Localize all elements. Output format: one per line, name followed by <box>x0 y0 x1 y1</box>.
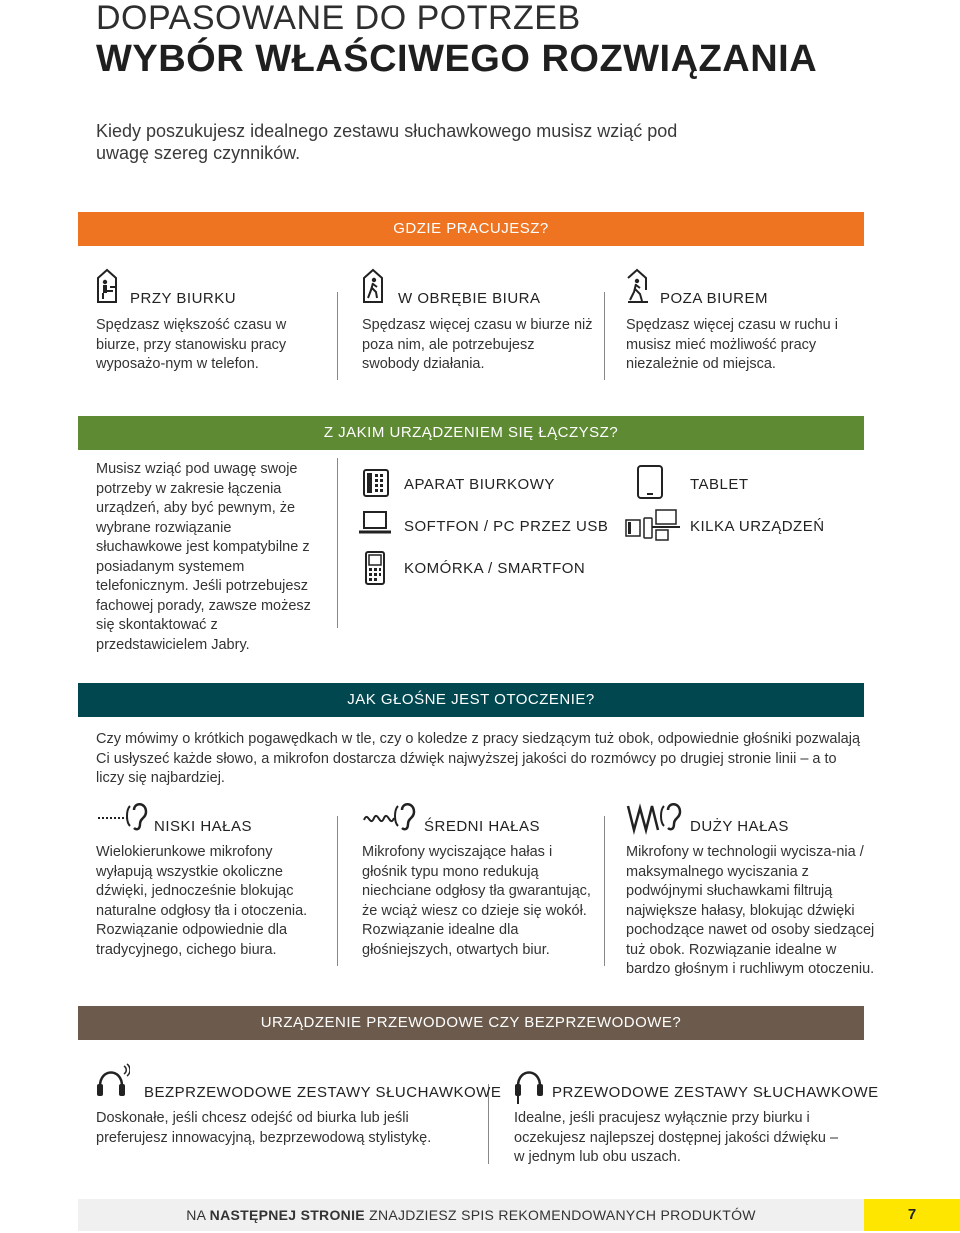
desk-phone-icon <box>362 468 390 498</box>
conn-title-wireless: BEZPRZEWODOWE ZESTAWY SŁUCHAWKOWE <box>144 1084 502 1101</box>
medium-noise-icon <box>362 798 416 838</box>
laptop-icon <box>358 510 392 536</box>
noise-title-high: DUŻY HAŁAS <box>690 818 789 835</box>
conn-text-wireless: Doskonałe, jeśli chcesz odejść od biurka lub jeśli preferujesz innowacyjną, bezprzewodową stylistykę. <box>96 1110 432 1146</box>
section-bar-device: Z JAKIM URZĄDZENIEM SIĘ ŁĄCZYSZ? <box>78 416 864 450</box>
conn-text-corded: Idealne, jeśli pracujesz wyłącznie przy biurku i oczekujesz najlepszej dostępnej jakości dźwięku – w jednym lub obu uszach. <box>514 1110 839 1165</box>
page-number: 7 <box>864 1199 960 1231</box>
low-noise-icon <box>96 798 148 838</box>
device-info-text: Musisz wziąć pod uwagę swoje potrzeby w zakresie łączenia urządzeń, aby być pewnym, że wybrane rozwiązanie słuchawkowe jest kompatybilne z posiadanym systemem telefonicznym. Jeśli potrzebujesz fachowej porady, zawsze możesz się skontaktować z przedstawicielem Jabry. <box>96 461 311 653</box>
noise-text-high: Mikrofony w technologii wycisza-nia / maksymalnego wyciszania z podwójnymi słuchawkami filtrują największe hałasy, blokując dźwięki pochodzące nawet od osoby siedzącej tuż obok. Rozwiązanie idealne w bardzo głośnym i ruchliwym otoczeniu. <box>626 844 875 977</box>
walking-office-icon <box>362 268 384 304</box>
multiple-devices-icon <box>624 506 682 542</box>
footer-post: ZNAJDZIESZ SPIS REKOMENDOWANYCH PRODUKTÓW <box>364 1207 756 1223</box>
wireless-headset-icon <box>96 1062 130 1106</box>
footer-note <box>78 1199 864 1231</box>
high-noise-icon <box>626 798 682 838</box>
noise-text-medium: Mikrofony wyciszające hałas i głośnik typu mono redukują niechciane odgłosy tła gwarantując, że wciąż wiesz co dzieje się wokół. Rozwiązanie idealne dla głośniejszych, otwartych biur. <box>362 844 591 958</box>
noise-title-medium: ŚREDNI HAŁAS <box>424 818 541 835</box>
footer-bold: NASTĘPNEJ STRONIE <box>209 1207 365 1223</box>
device-label-tablet: TABLET <box>690 476 749 493</box>
section-bar-noise: JAK GŁOŚNE JEST OTOCZENIE? <box>78 683 864 717</box>
device-label-multiple: KILKA URZĄDZEŃ <box>690 518 825 535</box>
conn-title-corded: PRZEWODOWE ZESTAWY SŁUCHAWKOWE <box>552 1084 879 1101</box>
divider <box>337 292 338 380</box>
mobile-phone-icon <box>364 550 386 586</box>
corded-headset-icon <box>514 1062 544 1106</box>
col-title-office: W OBRĘBIE BIURA <box>398 290 541 307</box>
page-title: WYBÓR WŁAŚCIWEGO ROZWIĄZANIA <box>96 38 818 80</box>
divider <box>337 458 338 628</box>
device-label-deskphone: APARAT BIURKOWY <box>404 476 555 493</box>
col-title-desk: PRZY BIURKU <box>130 290 237 307</box>
divider <box>337 816 338 966</box>
footer-pre: NA <box>186 1207 210 1223</box>
device-label-softphone: SOFTFON / PC PRZEZ USB <box>404 518 609 535</box>
page-supertitle: DOPASOWANE DO POTRZEB <box>96 0 581 37</box>
noise-text-low: Wielokierunkowe mikrofony wyłapują wszystkie okoliczne dźwięki, jednocześnie blokując naturalne odgłosy tła i otoczenia. Rozwiązanie odpowiednie dla tradycyjnego, cichego biura. <box>96 844 308 958</box>
divider <box>604 292 605 380</box>
device-label-mobile: KOMÓRKA / SMARTFON <box>404 560 586 577</box>
noise-title-low: NISKI HAŁAS <box>154 818 253 835</box>
section-bar-connectivity: URZĄDZENIE PRZEWODOWE CZY BEZPRZEWODOWE? <box>78 1006 864 1040</box>
section-bar-workplace: GDZIE PRACUJESZ? <box>78 212 864 246</box>
divider <box>604 816 605 966</box>
col-text-desk: Spędzasz większość czasu w biurze, przy stanowisku pracy wyposażo-nym w telefon. <box>96 317 287 372</box>
noise-intro-text: Czy mówimy o krótkich pogawędkach w tle, czy o koledze z pracy siedzącym tuż obok, odpowiednie głośniki pozwalają Ci usłyszeć każde słowo, a mikrofon dostarcza dźwięk najwyższej jakości do rozmówcy po drugiej stronie linii – a to liczy się najbardziej. <box>96 731 861 786</box>
walking-out-icon <box>626 268 650 304</box>
tablet-icon <box>636 464 664 500</box>
intro-text: Kiedy poszukujesz idealnego zestawu słuchawkowego musisz wziąć pod uwagę szereg czynników. <box>96 121 678 163</box>
col-title-outside: POZA BIUREM <box>660 290 769 307</box>
col-text-outside: Spędzasz więcej czasu w ruchu i musisz mieć możliwość pracy niezależnie od miejsca. <box>626 317 838 372</box>
desk-person-icon <box>96 268 116 304</box>
col-text-office: Spędzasz więcej czasu w biurze niż poza nim, ale potrzebujesz swobody działania. <box>362 317 593 372</box>
